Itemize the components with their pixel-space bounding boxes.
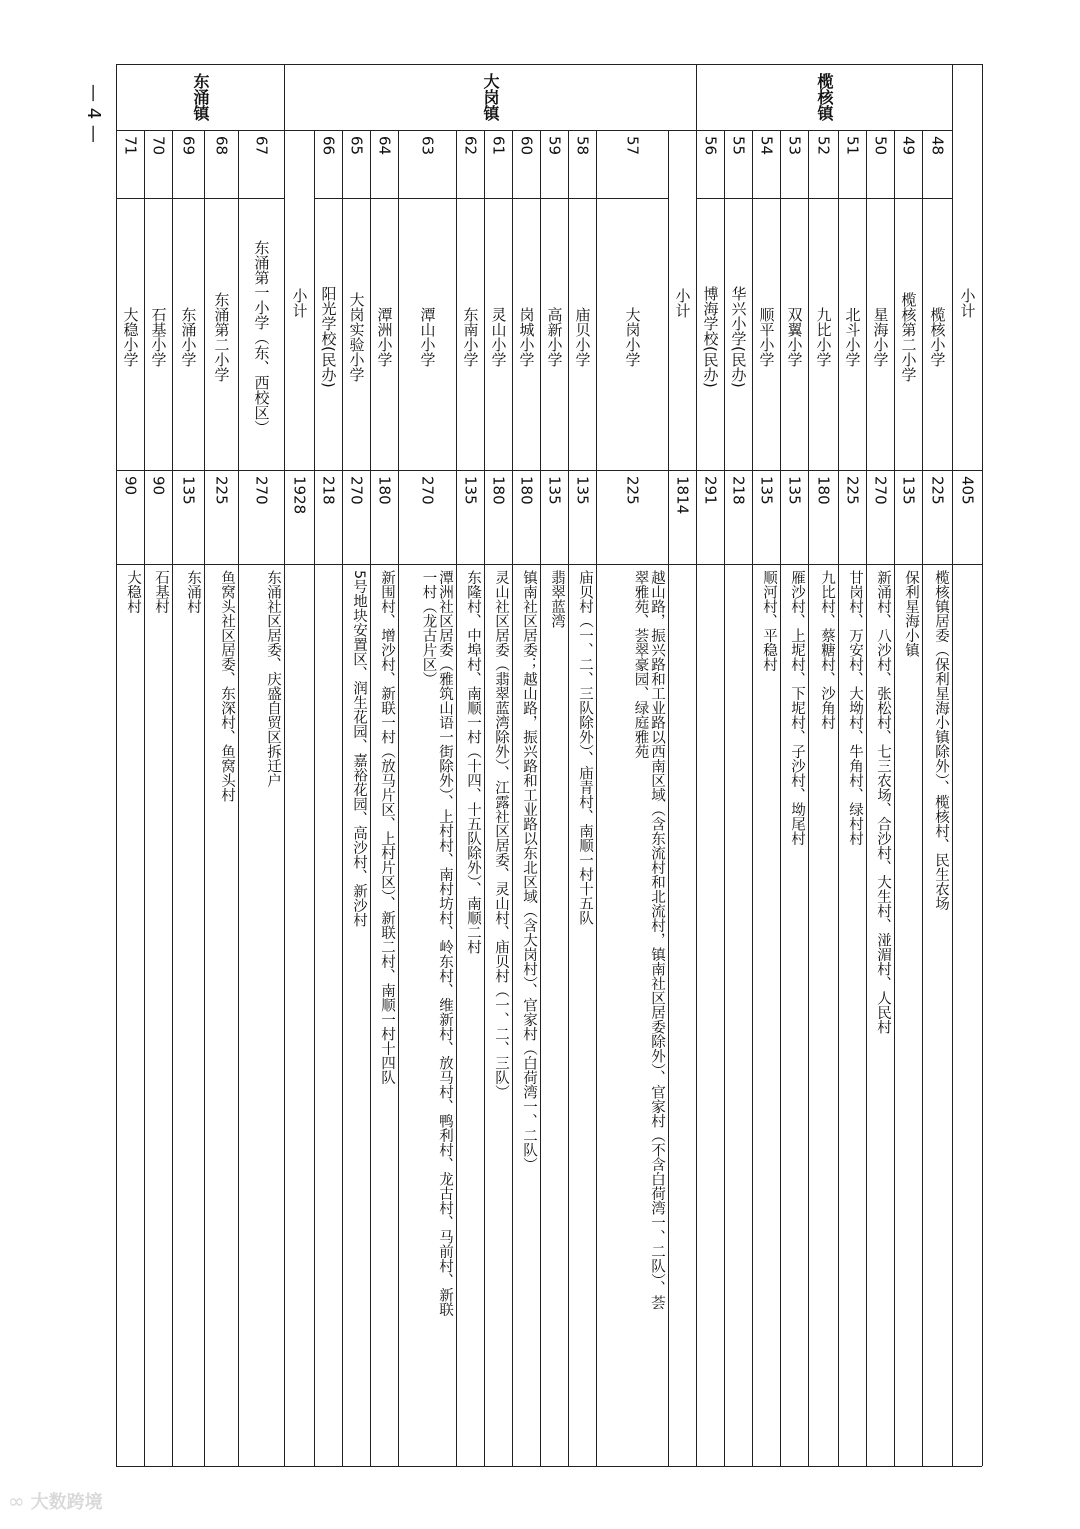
service-area: 石基村 bbox=[153, 570, 169, 614]
school-name: 榄核小学 bbox=[928, 307, 947, 367]
enrollment-count: 270 bbox=[418, 476, 437, 505]
enrollment-count: 218 bbox=[319, 476, 338, 505]
school-name: 东涌第一小学（东、西校区） bbox=[252, 239, 271, 435]
school-name: 潭山小学 bbox=[418, 307, 437, 367]
row-number: 67 bbox=[252, 136, 271, 156]
row-number: 58 bbox=[573, 136, 592, 156]
row-number: 69 bbox=[179, 136, 198, 156]
town-name: 榄核镇 bbox=[815, 73, 834, 121]
row-number: 63 bbox=[418, 136, 437, 156]
subtotal-label: 小计 bbox=[290, 288, 309, 318]
school-name: 阳光学校(民办) bbox=[319, 286, 338, 388]
school-name: 华兴小学(民办) bbox=[729, 286, 748, 388]
row-number: 48 bbox=[928, 136, 947, 156]
subtotal-label: 小计 bbox=[673, 288, 692, 318]
enrollment-count: 90 bbox=[149, 476, 168, 496]
school-name: 庙贝小学 bbox=[573, 307, 592, 367]
service-area: 新涌村、八沙村、张松村、七三农场、合沙村、大生村、湴湄村、人民村 bbox=[875, 570, 891, 1034]
school-name: 大岗小学 bbox=[623, 307, 642, 367]
school-name: 高新小学 bbox=[545, 307, 564, 367]
enrollment-count: 270 bbox=[347, 476, 366, 505]
enrollment-count: 135 bbox=[899, 476, 918, 505]
enrollment-count: 135 bbox=[545, 476, 564, 505]
enrollment-count: 135 bbox=[785, 476, 804, 505]
enrollment-count: 135 bbox=[179, 476, 198, 505]
service-area: 东隆村、中埠村、南顺一村（十四、十五队除外）、南顺二村 bbox=[465, 570, 481, 955]
school-name: 北斗小学 bbox=[843, 307, 862, 367]
service-area: 榄核镇居委（保利星海小镇除外）、榄核村、民生农场 bbox=[933, 570, 949, 911]
row-number: 68 bbox=[212, 136, 231, 156]
page-number: — 4 — bbox=[83, 84, 104, 143]
row-number: 71 bbox=[121, 136, 140, 156]
enrollment-count: 218 bbox=[729, 476, 748, 505]
service-area: 九比村、蔡糖村、沙角村 bbox=[819, 570, 835, 730]
school-name: 榄核第二小学 bbox=[899, 292, 918, 382]
row-number: 61 bbox=[489, 136, 508, 156]
school-name: 大稳小学 bbox=[121, 307, 140, 367]
school-name: 灵山小学 bbox=[489, 307, 508, 367]
row-number: 64 bbox=[375, 136, 394, 156]
school-name: 大岗实验小学 bbox=[347, 292, 366, 382]
service-area: 鱼窝头社区居委、东深村、鱼窝头村 bbox=[219, 570, 235, 802]
school-name: 星海小学 bbox=[871, 307, 890, 367]
row-number: 56 bbox=[701, 136, 720, 156]
school-name: 东涌第二小学 bbox=[212, 292, 231, 382]
enrollment-count: 90 bbox=[121, 476, 140, 496]
row-number: 53 bbox=[785, 136, 804, 156]
enrollment-count: 225 bbox=[843, 476, 862, 505]
service-area: 灵山社区居委（翡翠蓝湾除外）、江露社区居委、灵山村、庙贝村（一、二、三队） bbox=[493, 570, 509, 1100]
school-name: 东南小学 bbox=[461, 307, 480, 367]
enrollment-count: 135 bbox=[573, 476, 592, 505]
school-name: 九比小学 bbox=[814, 307, 833, 367]
school-name: 东涌小学 bbox=[179, 307, 198, 367]
row-number: 66 bbox=[319, 136, 338, 156]
school-name: 石基小学 bbox=[149, 307, 168, 367]
service-area: 雁沙村、上坭村、下坭村、子沙村、坳尾村 bbox=[789, 570, 805, 846]
school-name: 顺平小学 bbox=[757, 307, 776, 367]
service-area: 5号地块安置区、润生花园、嘉裕花园、高沙村、新沙村 bbox=[351, 570, 367, 928]
enrollment-count: 405 bbox=[958, 476, 977, 505]
service-area: 甘岗村、万安村、大坳村、牛角村、绿村村 bbox=[847, 570, 863, 846]
watermark-logo-icon: ∞ bbox=[8, 1489, 25, 1513]
enrollment-count: 270 bbox=[252, 476, 271, 505]
school-name: 双翼小学 bbox=[785, 307, 804, 367]
service-area: 东涌社区居委、庆盛自贸区拆迁户 bbox=[265, 570, 281, 788]
school-name: 岗城小学 bbox=[517, 307, 536, 367]
row-number: 54 bbox=[757, 136, 776, 156]
service-area: 翡翠蓝湾 bbox=[549, 570, 565, 628]
enrollment-count: 291 bbox=[701, 476, 720, 505]
town-name: 东涌镇 bbox=[191, 73, 210, 121]
enrollment-count: 1814 bbox=[673, 476, 692, 515]
enrollment-count: 270 bbox=[871, 476, 890, 505]
service-area: 保利星海小镇 bbox=[903, 570, 919, 657]
school-name: 潭洲小学 bbox=[375, 307, 394, 367]
service-area: 顺河村、平稳村 bbox=[761, 570, 777, 672]
row-number: 70 bbox=[149, 136, 168, 156]
watermark: ∞ 大数跨境 bbox=[8, 1489, 103, 1513]
school-name: 博海学校(民办) bbox=[701, 286, 720, 388]
row-number: 60 bbox=[517, 136, 536, 156]
row-number: 65 bbox=[347, 136, 366, 156]
row-number: 52 bbox=[814, 136, 833, 156]
service-area: 庙贝村（一、二、三队除外）、庙青村、南顺一村十五队 bbox=[577, 570, 593, 926]
service-area: 新围村、增沙村、新联一村（放马片区、上村片区）、新联二村、南顺一村十四队 bbox=[379, 570, 395, 1085]
subtotal-label: 小计 bbox=[958, 288, 977, 318]
service-area: 越山路，振兴路和工业路以西南区域（含东流村和北流村，镇南社区居委除外）、官家村（不含白荷湾一、二队）、荟 翠雅苑、荟翠豪园、绿庭雅苑 bbox=[632, 570, 665, 1310]
service-area: 大稳村 bbox=[125, 570, 141, 614]
town-name: 大岗镇 bbox=[481, 73, 500, 121]
row-number: 55 bbox=[729, 136, 748, 156]
row-number: 57 bbox=[623, 136, 642, 156]
enrollment-count: 135 bbox=[461, 476, 480, 505]
enrollment-count: 1928 bbox=[290, 476, 309, 515]
service-area: 东涌村 bbox=[185, 570, 201, 614]
enrollment-count: 180 bbox=[814, 476, 833, 505]
row-number: 62 bbox=[461, 136, 480, 156]
enrollment-count: 180 bbox=[375, 476, 394, 505]
enrollment-count: 225 bbox=[623, 476, 642, 505]
row-number: 50 bbox=[871, 136, 890, 156]
enrollment-count: 135 bbox=[757, 476, 776, 505]
row-number: 49 bbox=[899, 136, 918, 156]
service-area: 潭洲社区居委（雅筑山语一街除外）、上村村、南村坊村、岭东村、维新村、放马村、鸭利村、龙古村、马前村、新联 一村（龙古片区） bbox=[420, 570, 453, 1317]
row-number: 59 bbox=[545, 136, 564, 156]
enrollment-count: 225 bbox=[212, 476, 231, 505]
enrollment-count: 180 bbox=[489, 476, 508, 505]
service-area: 镇南社区居委；越山路，振兴路和工业路以东北区域（含大岗村）、官家村（白荷湾一、二队） bbox=[521, 570, 537, 1172]
enrollment-count: 180 bbox=[517, 476, 536, 505]
row-number: 51 bbox=[843, 136, 862, 156]
enrollment-count: 225 bbox=[928, 476, 947, 505]
